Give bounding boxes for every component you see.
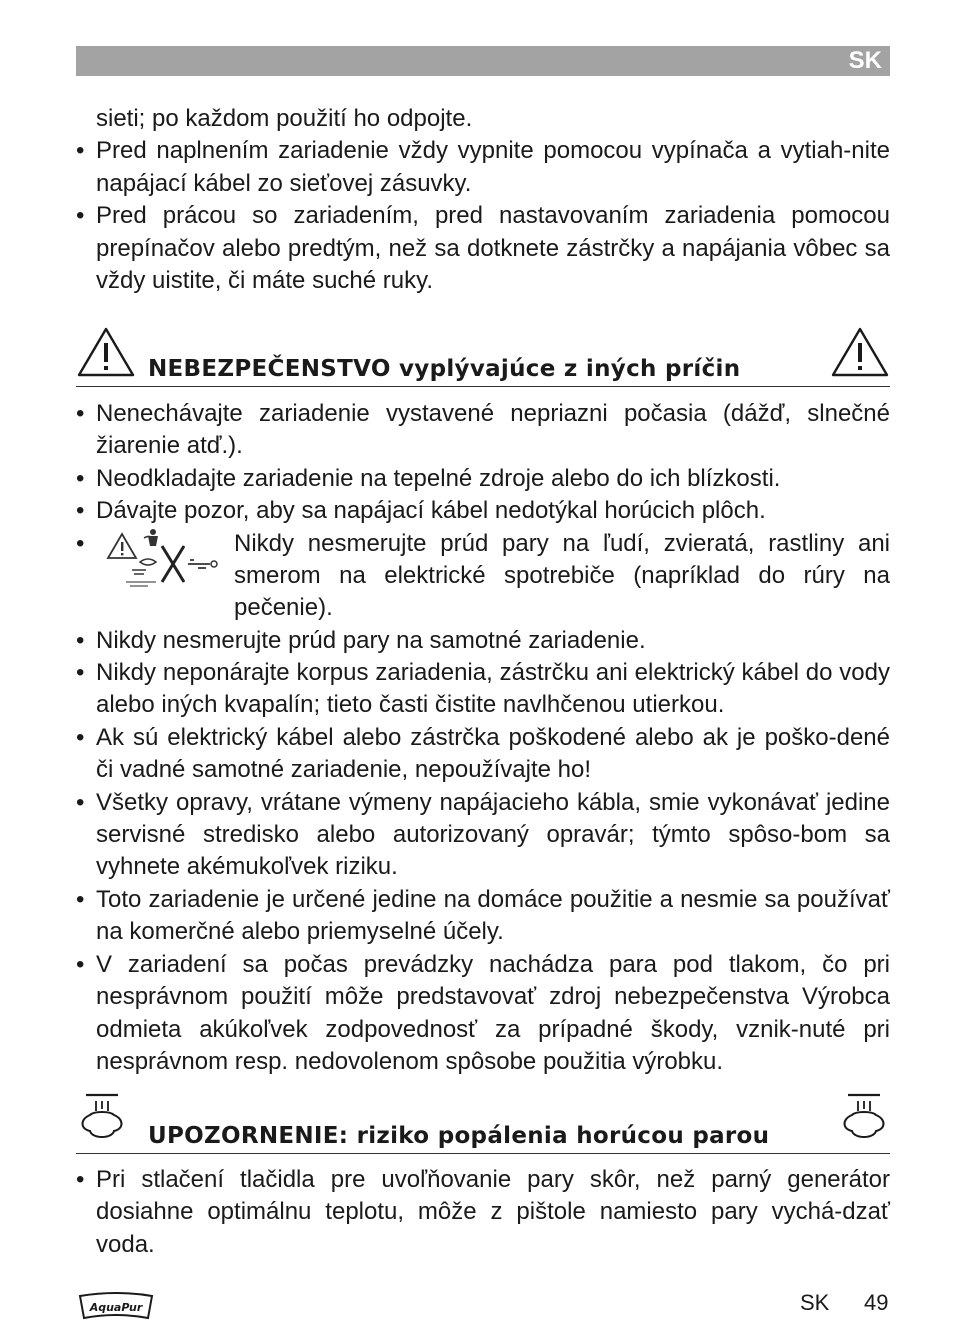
warning-heading: UPOZORNENIE: riziko popálenia horúcou parou — [148, 1123, 770, 1149]
list-item: • Nenechávajte zariadenie vystavené nepriazni počasia (dážď, slnečné žiarenie atď.). — [76, 400, 890, 460]
list-item: • Pred naplnením zariadenie vždy vypnite pomocou vypínača a vytiah-nite napájací kábel zo sieťovej zásuvky. — [76, 137, 890, 197]
list-item: • Nikdy neponárajte korpus zariadenia, zástrčku ani elektrický kábel do vody alebo iných kvapalín; tieto časti čistite navlhčenou utierkou. — [76, 659, 890, 719]
warning-triangle-icon — [76, 326, 136, 378]
danger-heading: NEBEZPEČENSTVO vyplývajúce z iných príčin — [148, 356, 741, 382]
list-item: • Dávajte pozor, aby sa napájací kábel nedotýkal horúcich plôch. — [76, 497, 766, 525]
list-item: • Neodkladajte zariadenie na tepelné zdroje alebo do ich blízkosti. — [76, 464, 781, 492]
warning-list — [76, 1164, 890, 1261]
list-item-with-pictogram: • Nikdy nesmerujte prúd pary na ľudí, zvieratá, rastliny ani smerom na elektrické spotrebiče (napríklad do rúry na pečenie). — [76, 528, 890, 625]
list-item: • Toto zariadenie je určené jedine na domáce použitie a nesmie sa používať na komerčné alebo priemyselné účely. — [76, 885, 890, 946]
danger-heading-block — [76, 324, 890, 387]
list-item: • V zariadení sa počas prevádzky nachádza para pod tlakom, čo pri nesprávnom použití môže predstavovať zdroj nebezpečenstva Výrobca odmieta akúkoľvek zodpovednosť za prípadné škody, vznik-nuté pri nesprávnom resp. nedovolenom spôsobe použitia výrobku. — [76, 950, 890, 1075]
list-item: • Pred prácou so zariadením, pred nastavovaním zariadenia pomocou prepínačov alebo predtým, než sa dotknete zástrčky a napájania vôbec sa vždy uistite, či máte suché ruky. — [76, 202, 890, 295]
hot-steam-icon — [76, 1091, 128, 1145]
hot-steam-icon — [838, 1091, 890, 1145]
intro-continuation: sieti; po každom použití ho odpojte. — [96, 105, 473, 132]
header-language-code: SK — [848, 47, 882, 74]
intro-section — [76, 103, 890, 297]
warning-triangle-icon — [830, 326, 890, 378]
page-number: 49 — [864, 1290, 889, 1315]
svg-text:AquaPur: AquaPur — [89, 1301, 143, 1314]
list-item: • Pri stlačení tlačidla pre uvoľňovanie pary skôr, než parný generátor dosiahne optimálnu teplotu, môže z pištole namiesto pary vychá-dzať voda. — [76, 1166, 890, 1258]
list-item: • Nikdy nesmerujte prúd pary na samotné zariadenie. — [76, 626, 646, 654]
danger-list — [76, 398, 890, 1078]
list-item: • Ak sú elektrický kábel alebo zástrčka poškodené alebo ak je poško-dené či vadné samotné zariadenie, nepoužívajte ho! — [76, 723, 890, 784]
no-steam-on-people-pictogram — [104, 524, 224, 592]
warning-heading-block — [76, 1091, 890, 1154]
pictogram-bullet-text: Nikdy nesmerujte prúd pary na ľudí, zvieratá, rastliny ani smerom na elektrické spotrebiče (napríklad do rúry na pečenie). — [234, 529, 890, 622]
header-bar — [76, 46, 890, 76]
footer-language-code: SK — [800, 1290, 830, 1315]
aquapur-logo — [76, 1290, 156, 1322]
list-item: • Všetky opravy, vrátane výmeny napájacieho kábla, smie vykonávať jedine servisné stredisko alebo autorizovaný opravár; týmto spôso-bom sa vyhnete akémukoľvek riziku. — [76, 788, 890, 881]
